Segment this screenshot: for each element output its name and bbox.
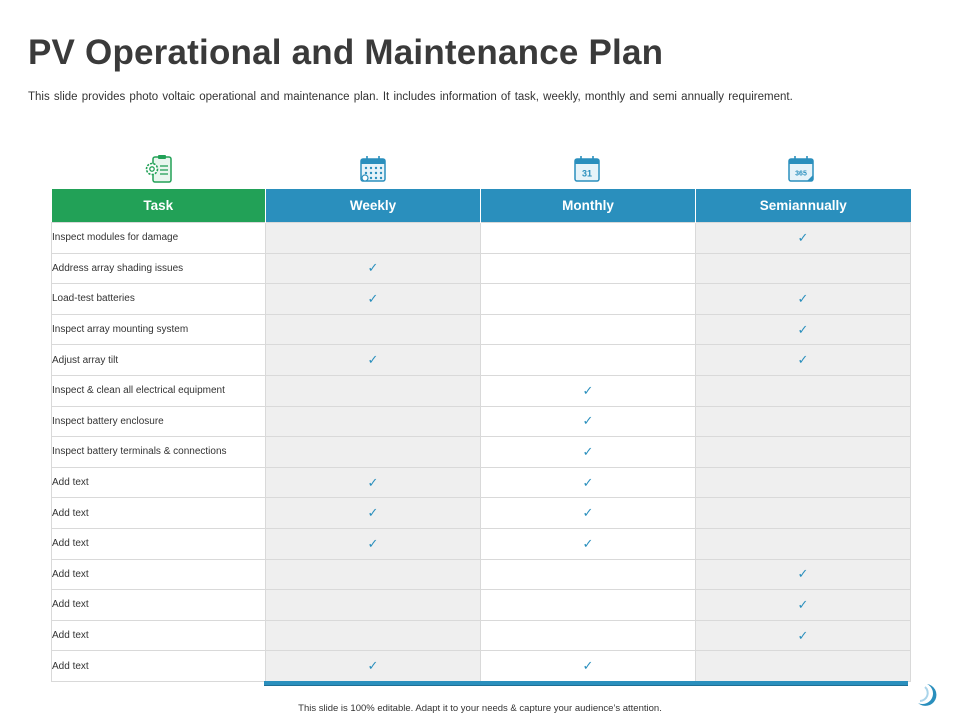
- task-cell: Add text: [52, 467, 266, 498]
- table-row: [52, 467, 911, 498]
- monthly-cell: [481, 620, 696, 651]
- monthly-cell: [481, 528, 696, 559]
- check-icon: ✓: [367, 290, 379, 306]
- task-cell: Inspect modules for damage: [52, 223, 266, 254]
- annual-calendar-number: 365: [795, 170, 807, 178]
- task-cell: Inspect & clean all electrical equipment: [52, 375, 266, 406]
- semiannually-cell: [696, 345, 911, 376]
- header-task: Task: [52, 189, 266, 223]
- monthly-cell: [481, 498, 696, 529]
- table-body: [52, 223, 911, 682]
- header-monthly: Monthly: [481, 189, 696, 223]
- table-row: [52, 620, 911, 651]
- table-row: [52, 498, 911, 529]
- table-header-row: [52, 189, 911, 223]
- weekly-cell: [266, 528, 481, 559]
- monthly-cell: [481, 437, 696, 468]
- maintenance-plan-table: [51, 189, 911, 682]
- monthly-cell: [481, 651, 696, 682]
- table-row: [52, 284, 911, 315]
- check-icon: ✓: [582, 505, 594, 521]
- semiannually-cell: [696, 253, 911, 284]
- semiannually-cell: [696, 528, 911, 559]
- table-row: [52, 223, 911, 254]
- task-cell: Inspect battery terminals & connections: [52, 437, 266, 468]
- weekly-cell: [266, 345, 481, 376]
- weekly-cell: [266, 406, 481, 437]
- task-cell: Add text: [52, 528, 266, 559]
- table-row: [52, 253, 911, 284]
- monthly-cell: [481, 559, 696, 590]
- check-icon: ✓: [797, 596, 809, 612]
- check-icon: ✓: [582, 413, 594, 429]
- semiannually-cell: [696, 437, 911, 468]
- semiannually-cell: [696, 651, 911, 682]
- semiannually-cell: [696, 620, 911, 651]
- semiannually-cell: [696, 375, 911, 406]
- check-icon: ✓: [582, 474, 594, 490]
- task-cell: Inspect array mounting system: [52, 314, 266, 345]
- bottom-accent-bar: [264, 681, 908, 686]
- check-icon: ✓: [582, 382, 594, 398]
- check-icon: ✓: [367, 352, 379, 368]
- table-row: [52, 437, 911, 468]
- weekly-cell: [266, 467, 481, 498]
- semiannually-cell: [696, 314, 911, 345]
- monthly-cell: [481, 223, 696, 254]
- table-row: [52, 590, 911, 621]
- weekly-cell: [266, 559, 481, 590]
- task-cell: Add text: [52, 559, 266, 590]
- check-icon: ✓: [367, 658, 379, 674]
- slide-subtitle: This slide provides photo voltaic operational and maintenance plan. It includes information of task, weekly, monthly and semi annually requirement.: [28, 91, 793, 103]
- check-icon: ✓: [797, 290, 809, 306]
- weekly-cell: [266, 253, 481, 284]
- task-cell: Adjust array tilt: [52, 345, 266, 376]
- weekly-cell: [266, 651, 481, 682]
- task-cell: Inspect battery enclosure: [52, 406, 266, 437]
- weekly-cell: [266, 375, 481, 406]
- monthly-cell: [481, 345, 696, 376]
- semiannually-cell: [696, 406, 911, 437]
- check-icon: ✓: [582, 443, 594, 459]
- table-row: [52, 345, 911, 376]
- check-icon: ✓: [367, 535, 379, 551]
- annual-calendar-icon: [784, 152, 818, 186]
- task-cell: Add text: [52, 651, 266, 682]
- monthly-cell: [481, 314, 696, 345]
- check-icon: ✓: [367, 505, 379, 521]
- check-icon: ✓: [797, 566, 809, 582]
- task-cell: Address array shading issues: [52, 253, 266, 284]
- header-semiannually: Semiannually: [696, 189, 911, 223]
- table-row: [52, 528, 911, 559]
- slide-title: PV Operational and Maintenance Plan: [28, 33, 664, 72]
- table-row: [52, 375, 911, 406]
- table-row: [52, 406, 911, 437]
- check-icon: ✓: [797, 321, 809, 337]
- task-cell: Add text: [52, 498, 266, 529]
- table-row: [52, 559, 911, 590]
- monthly-cell: [481, 253, 696, 284]
- column-icons-row: [52, 152, 910, 186]
- semiannually-cell: [696, 467, 911, 498]
- weekly-cell: [266, 437, 481, 468]
- check-icon: ✓: [797, 352, 809, 368]
- table-row: [52, 651, 911, 682]
- monthly-calendar-icon: [570, 152, 604, 186]
- semiannually-cell: [696, 223, 911, 254]
- semiannually-cell: [696, 498, 911, 529]
- weekly-cell: [266, 223, 481, 254]
- weekly-cell: [266, 620, 481, 651]
- monthly-cell: [481, 467, 696, 498]
- checklist-gear-icon: [142, 152, 176, 186]
- semiannually-cell: [696, 590, 911, 621]
- check-icon: ✓: [582, 658, 594, 674]
- monthly-cell: [481, 406, 696, 437]
- check-icon: ✓: [797, 627, 809, 643]
- weekly-calendar-icon: [356, 152, 390, 186]
- slide-footer: This slide is 100% editable. Adapt it to your needs & capture your audience’s attention.: [298, 703, 662, 714]
- weekly-cell: [266, 284, 481, 315]
- monthly-cell: [481, 375, 696, 406]
- corner-logo-icon: [912, 680, 942, 710]
- table-row: [52, 314, 911, 345]
- check-icon: ✓: [367, 260, 379, 276]
- monthly-cell: [481, 284, 696, 315]
- monthly-cell: [481, 590, 696, 621]
- weekly-cell: [266, 314, 481, 345]
- task-cell: Add text: [52, 620, 266, 651]
- check-icon: ✓: [797, 229, 809, 245]
- header-weekly: Weekly: [266, 189, 481, 223]
- weekly-cell: [266, 498, 481, 529]
- semiannually-cell: [696, 559, 911, 590]
- monthly-calendar-number: 31: [581, 168, 593, 179]
- task-cell: Load-test batteries: [52, 284, 266, 315]
- weekly-cell: [266, 590, 481, 621]
- task-cell: Add text: [52, 590, 266, 621]
- check-icon: ✓: [367, 474, 379, 490]
- semiannually-cell: [696, 284, 911, 315]
- check-icon: ✓: [582, 535, 594, 551]
